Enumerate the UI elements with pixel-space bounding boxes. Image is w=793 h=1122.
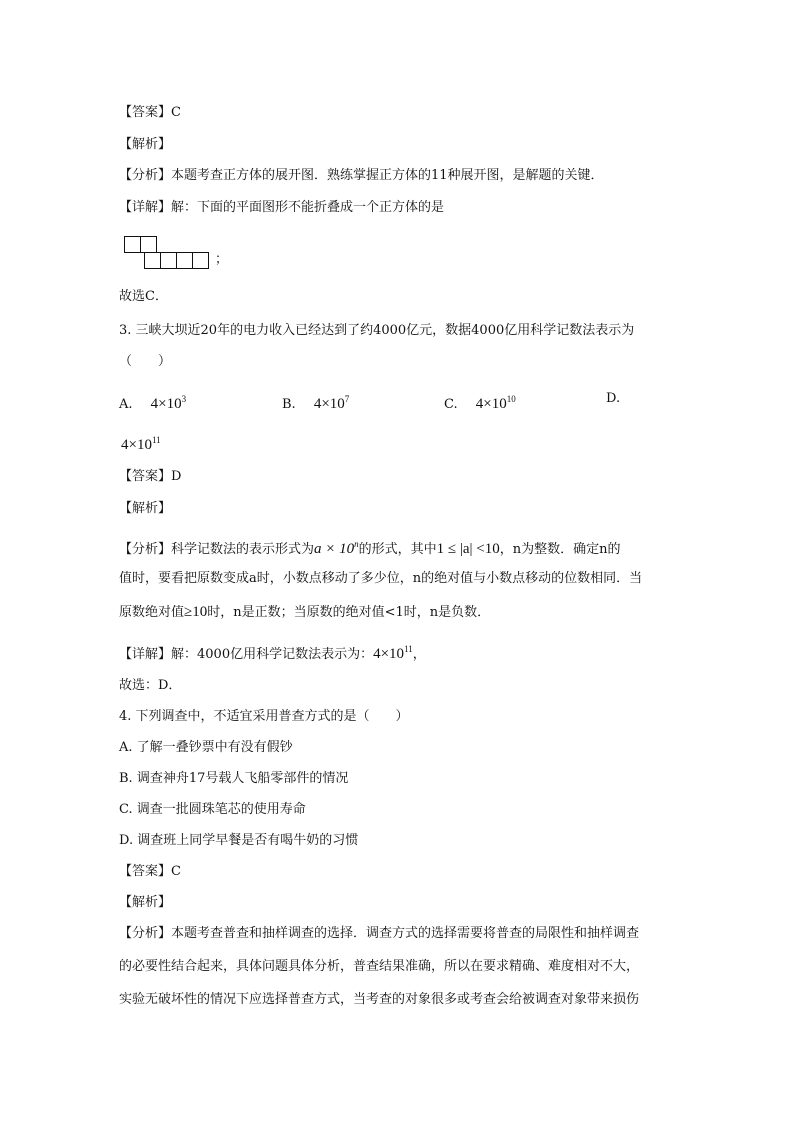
- q4-option-d: D. 调查班上同学早餐是否有喝牛奶的习惯: [119, 833, 359, 848]
- q4-analysis-heading: 【解析】: [119, 895, 172, 910]
- q3-conclusion: 故选：D．: [119, 678, 182, 693]
- net-square: [124, 236, 141, 253]
- q4-answer: 【答案】C: [119, 864, 181, 879]
- net-square: [192, 252, 209, 269]
- q3-stem: 3. 三峡大坝近20年的电力收入已经达到了约4000亿元，数据4000亿用科学记数法表示为: [119, 323, 635, 338]
- q2-conclusion: 故选C．: [119, 289, 168, 304]
- net-square: [140, 236, 157, 253]
- q3-fenxi-line1: 【分析】科学记数法的表示形式为$a \times 10^n$的形式，其中1 ≤ |a| <10，n为整数．确定n的: [119, 539, 621, 557]
- q3-stem-paren: （ ）: [119, 354, 172, 369]
- q4-option-b: B. 调查神舟17号载人飞船零部件的情况: [119, 771, 349, 786]
- cube-net-figure: [124, 236, 229, 276]
- q3-option-b: B. $4\times 10^7$: [282, 394, 350, 412]
- q3-analysis-heading: 【解析】: [119, 501, 172, 516]
- q3-answer: 【答案】D: [119, 469, 182, 484]
- q3-fenxi-line3: 原数绝对值≥10时，n是正数；当原数的绝对值<1时，n是负数．: [119, 604, 491, 620]
- q4-fenxi-line1: 【分析】本题考查普查和抽样调查的选择．调查方式的选择需要将普查的局限性和抽样调查: [119, 926, 640, 941]
- q3-detail: 【详解】解：4000亿用科学记数法表示为：$4\times 10^{11}$，: [119, 644, 426, 662]
- q2-detail: 【详解】解：下面的平面图形不能折叠成一个正方体的是: [119, 200, 445, 215]
- q4-stem: 4. 下列调查中，不适宜采用普查方式的是（ ）: [119, 709, 409, 724]
- net-tail-semicolon: ；: [215, 252, 229, 267]
- q4-fenxi-line3: 实验无破坏性的情况下应选择普查方式，当考查的对象很多或考查会给被调查对象带来损伤: [119, 992, 640, 1007]
- q4-option-c: C. 调查一批圆珠笔芯的使用寿命: [119, 802, 306, 817]
- q2-analysis-heading: 【解析】: [119, 137, 172, 152]
- q4-fenxi-line2: 的必要性结合起来，具体问题具体分析，普查结果准确，所以在要求精确、难度相对不大，: [119, 959, 640, 974]
- net-square: [176, 252, 193, 269]
- net-square: [160, 252, 177, 269]
- q3-option-d-value: $4\times 10^{11}$: [121, 435, 161, 453]
- q3-option-d-label: D.: [606, 391, 621, 406]
- q2-answer: 【答案】C: [119, 105, 181, 120]
- net-square: [144, 252, 161, 269]
- q3-fenxi-line2: 值时，要看把原数变成a时，小数点移动了多少位，n的绝对值与小数点移动的位数相同．当: [119, 571, 643, 586]
- q2-fenxi: 【分析】本题考查正方体的展开图．熟练掌握正方体的11种展开图，是解题的关键．: [119, 168, 604, 183]
- q4-option-a: A. 了解一叠钞票中有没有假钞: [119, 740, 293, 755]
- q3-option-c: C. $4\times 10^{10}$: [444, 394, 516, 412]
- q3-option-a: A. $4\times 10^3$: [119, 394, 187, 412]
